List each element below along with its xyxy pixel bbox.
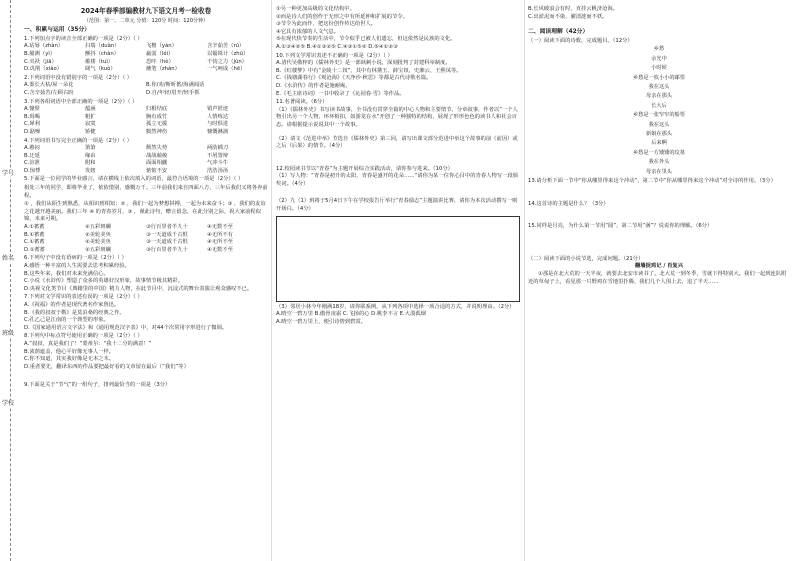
option-line: C.《钱塘湖春行》《观沧海》《天净沙·秋思》等都是古代诗歌名篇。 — [276, 75, 432, 82]
option: ④无数不至 — [207, 224, 233, 231]
column-separator — [271, 0, 272, 561]
option-line: C.你不知道，其实我好像是无本之木。 — [24, 356, 115, 363]
option: ④无数不至 — [207, 246, 233, 253]
option: ②五彩斑斓 — [85, 224, 111, 231]
section-2-heading: （二）阅读下面的小说节选，完成问题。（21分） — [528, 255, 644, 262]
poem-line: 长大后 — [651, 102, 667, 109]
option-line: A.“叔叔，真是我们了！”蒙蒂尔：“我十二分的满意！” — [24, 340, 152, 347]
option: 归根结底 — [146, 106, 168, 113]
option: 褴褛（tuì） — [85, 58, 114, 65]
option: C.①蓄蓄 — [24, 239, 45, 246]
column-2 — [276, 6, 520, 326]
option: D.聒噪 — [24, 128, 41, 135]
sentence-line: ④它具有浓郁的人文气息。 — [276, 28, 340, 35]
question-7: 7.下列对文学常识的表述有误的一项是（2分）（ ） — [24, 294, 143, 301]
option-line: C.孔乙己是江南的一个典型的形象。 — [24, 317, 109, 324]
option-line: A.清代吴敬梓的《儒林外史》是一部讽刺小说，深刻批判了封建科举制度。 — [276, 60, 451, 67]
option: ③一天道成千古恨 — [146, 239, 188, 246]
options-q1a — [24, 43, 268, 73]
option-line: D.重者要先，翻译东西的作品要把最好看的文章留在最后（“我们”等） — [24, 363, 189, 370]
option: 缘由 — [85, 152, 96, 159]
poem — [528, 45, 790, 177]
option: 含辛茹苦（rú） — [207, 43, 245, 50]
question-5: 5.下面是一位同学的毕业感言，请在横线上依次填入的词语，最符合语境的一项是（2分）（ ） — [24, 176, 244, 183]
options-q2 — [24, 82, 268, 97]
option-line: D.《水浒传》的作者是施耐庵。 — [276, 82, 351, 89]
question-12-1: （1）写人物：“青春是初升的太阳，青春是盛开的花朵……”请你为某一位你心目中的青春人物写一段颁奖词。（4分） — [276, 173, 518, 187]
question-3: 3.下列各组词语中全部正确的一项是（2分）（ ） — [24, 98, 138, 105]
option: 不屑置辩 — [207, 152, 229, 159]
option: 蕴涵 — [85, 106, 96, 113]
option: A.鉴长大枯/屋一朵花 — [24, 82, 74, 89]
gutter-label-class: 班级 — [2, 330, 15, 337]
options-q4 — [24, 145, 268, 175]
option-line: A.①③④②⑤ B.④①③②⑤ C.④③①⑤② D.⑤④①②③ — [276, 43, 398, 50]
question-10: 10.下列文学常识表述不正确的一项是（2分）（ ） — [276, 52, 393, 59]
gutter-label-student-id: 学号 — [2, 170, 15, 177]
option: 胸有成竹 — [146, 113, 168, 120]
question-13: 13.请分析下面一节中“你从哪里得来这个冲动”，第二节中“你从哪里得来这个冲动”对全诗的作用。（3分） — [528, 178, 776, 185]
option: 战战兢兢 — [146, 152, 168, 159]
option: 销声匿迹 — [207, 106, 229, 113]
option: B.阎喝 — [24, 113, 40, 120]
option: 以锱铢计（zhū） — [207, 50, 249, 57]
question-2: 2.下列词语中没有错别字的一项是（2分）（ ） — [24, 74, 133, 81]
option: 扫瑞（duàn） — [85, 43, 120, 50]
question-12-3: （3）邻居小林今年刚满18岁，请你联系例，从下列各项中选择一项合适的方式，并说明理由。（2分） — [276, 303, 515, 310]
option: 蘸笔（zhàn） — [146, 66, 180, 73]
option-line: E.《毛主席诗词》一书中收录了《沁园春·雪》等作品。 — [276, 90, 405, 97]
poem-line: 我在这头 — [648, 84, 670, 90]
option: 人情练达 — [207, 113, 229, 120]
answer-box[interactable] — [276, 216, 520, 302]
poem-line: 后来啊 — [651, 140, 667, 147]
option-line: A.感悟一种丰富的人生需要去思考积累经验。 — [24, 263, 130, 269]
question-4: 4.下列词语书写完全正确的一项是（2分）（ ） — [24, 137, 133, 144]
poem-line: 乡愁是一张窄窄的船票 — [633, 112, 685, 119]
option: 惦惦不安 — [146, 167, 168, 174]
option-line: D.《国家通用语言文字法》和《通用规范汉字表》中，对44个次常用字形进行了微调。 — [24, 324, 228, 331]
option: 颓然失势 — [146, 145, 168, 152]
option: ④无所不至 — [207, 239, 233, 246]
option-line: A.晴空一碧万里上，便引诗情到碧霄。 — [276, 318, 366, 325]
option-line: C.小说《水浒传》塑造了众多的英雄好汉形象，故事情节极其精彩。 — [24, 278, 183, 285]
option: D.①蓄蓄 — [24, 246, 46, 253]
option: C.犀利 — [24, 121, 40, 128]
poem-line: 新娘在那头 — [646, 131, 672, 138]
section-heading: 一、积累与运用（35分） — [24, 27, 91, 34]
poem-line: 乡愁是一枚小小的邮票 — [633, 74, 685, 81]
option-line: D.央视文化类节目《典籍里的中国》精力人物，在此节目中，沉浸式的舞台表演让观众感叹不已。 — [24, 285, 253, 292]
column-separator — [524, 0, 525, 561]
option: 千钧之力（jūn） — [207, 58, 247, 65]
option: 飞檐（yán） — [146, 43, 177, 50]
option: 矫健 — [85, 128, 96, 135]
option: 附和 — [85, 160, 96, 167]
option: A.憧憬 — [24, 106, 40, 113]
poem-line: 母亲在里头 — [646, 168, 672, 175]
option: 箫箫 — [85, 145, 96, 152]
sentence-line: ⑤在现代快节奏的生活中，节令似乎已被人们遗忘，但这依然是民族的文化。 — [276, 36, 456, 43]
question-14: 14.这首诗的主题是什么？（3分） — [528, 200, 609, 207]
section-heading: 二、阅读理解（42分） — [528, 29, 589, 36]
option: 粗犷 — [85, 113, 96, 120]
poem-intro: （一）阅读下面的诗歌，完成题目。（12分） — [528, 37, 633, 44]
question-11-2: （2）请文《范进中举》节选自《儒林外史》第三回，请写出课文部分范进中举这个故事的前（前因）或之后（后果）的情节。（4分） — [276, 135, 518, 150]
option: 浩浩汤汤 — [207, 167, 229, 174]
story-paragraph: ①那是在北大荒的一天半夜，就要去北安市读书了。北大荒一到冬季，雪就下得特别大。我们一起到连队附近的草甸子上，看见那一只野鸡在雪地里扑腾，我们几个人围上去，追了半天…… — [528, 271, 787, 285]
option: C.含辛茹苦/左顾右盼 — [24, 89, 74, 96]
option: C.渲泄 — [24, 160, 40, 167]
option: 黯然神伤 — [146, 128, 168, 135]
poem-line: 小时候 — [651, 65, 667, 72]
option: D.惊悸 — [24, 167, 41, 174]
question-12-2: （2）九（1）班将于5月4日下午在学校报告厅举行“青春励志”主题演讲比赛，请你为本次活动撰写一则开场白。（4分） — [276, 198, 518, 213]
poem-line: 母亲在那头 — [646, 93, 672, 100]
option: ③行百里者半九十 — [146, 246, 188, 253]
option: 阔气（kuò） — [85, 66, 116, 73]
exam-subtitle: （范围：第一、二单元 分值：120分 时间：120分钟） — [83, 17, 209, 24]
gutter-label-school: 学校 — [2, 400, 15, 407]
poem-line: 我在这头 — [648, 121, 670, 128]
option-line: B.浓荫遮盖，他心平好像无事人一样。 — [24, 348, 115, 355]
options-q3 — [24, 106, 268, 136]
question-8: 8.下列句中标点符号使用正确的一项是（2分）（ ） — [24, 333, 143, 340]
option-line: B.长风破浪会有时，直挂云帆济沧海。 — [528, 6, 619, 12]
option: C.夹袄（jiā） — [24, 58, 57, 65]
option: A.玷辱（zhàn） — [24, 43, 64, 50]
question-12: 12.校园读书节以“青春”为主题开展综合实践活动，请你参与进来。（10分） — [276, 165, 453, 172]
exam-title: 2024年春季部编教材九下语文月考一检收卷 — [80, 7, 212, 15]
option: 慷慨淋漓 — [207, 128, 229, 135]
option: D.自/年轻/眉开/轻手抓 — [146, 89, 200, 96]
option: 面面相觑 — [146, 160, 168, 167]
binding-margin — [0, 0, 20, 561]
sentence-line: ①另一种更加高级的文化结构中。 — [276, 6, 355, 12]
option: A.憨闷 — [24, 145, 40, 152]
option: 孤立无援 — [146, 121, 168, 128]
question-1: 1.下列加点字的读音全部正确的一项是（2分）（ ） — [24, 35, 143, 42]
question-5-passage: 相处三年的同学，即将毕业了，依依惜别，感慨万千。三年前我们来自四面八方，三年后我们又将各奔前程。 — [24, 185, 268, 199]
sentence-line: ②而是诗人们的创作于无形之中有所延伸和扩展的节令。 — [276, 13, 408, 20]
option: 两肋插刀 — [207, 145, 229, 152]
column-1 — [24, 6, 268, 390]
option: 羸弱（léi） — [146, 50, 174, 57]
option: B.迂延 — [24, 152, 40, 159]
option: 一气呵成（hē） — [207, 66, 246, 73]
option: D.讥削（xiào） — [24, 66, 63, 73]
question-9: 9.下面是关于“节气”的一组句子，排列最恰当的一项是（3分） — [24, 382, 171, 389]
poem-author: 余光中 — [651, 55, 667, 62]
option: ②五彩斑斓 — [85, 246, 111, 253]
sentence-line: ③节令为此而作，把这份创作传达给世人。 — [276, 21, 377, 28]
option: A.①蓄蓄 — [24, 224, 45, 231]
question-15: 15.同样是月亮，为什么第一节用“圆”，第二节用“满”？说说你的理解。（6分） — [528, 223, 713, 230]
option: 恐吓（hè） — [146, 58, 174, 65]
option: B.你/劝/斯昕蓄/海满闻话 — [146, 82, 205, 89]
option: 与时俱进 — [207, 121, 229, 128]
poem-title: 乡愁 — [653, 46, 665, 53]
option: ③一天道成千古恨 — [146, 231, 188, 238]
binding-line — [10, 0, 11, 561]
column-3 — [528, 6, 790, 286]
option: 发轫 — [85, 167, 96, 174]
option-line: A.晴空一碧万里 B.傲骨凌霜 C.飞扬的心 D.桃李不言 E.大漠孤烟 — [276, 311, 426, 318]
option-line: B.《我的叔叔于勒》是莫泊桑的经典之作。 — [24, 309, 125, 316]
option: ②美轮美奂 — [85, 231, 111, 238]
option-line: B.《红楼梦》中有“金陵十二钗”，其中有林黛玉、薛宝钗、史湘云、王熙凤等。 — [276, 67, 462, 74]
story-title: 翻墙捉鸡记 / 肖复兴 — [635, 263, 683, 270]
gutter-label-name: 姓名 — [2, 255, 15, 262]
option: ②美轮美奂 — [85, 239, 111, 246]
question-5-passage-cont: ① ，我们从陌生到熟悉，从相识到相知；② ，我们一起为梦想拼搏，一起为未来奋斗；③ ，我们的友谊之花越开越美丽。我们三年 ④ 的青春岁月，③ ，谨此诗句，赠言留念，在此分别之际，祝大家前程似锦，未来可期。 — [24, 201, 266, 223]
option: 气冲斗牛 — [207, 160, 229, 167]
option: B.臆测（yì） — [24, 50, 56, 57]
option: B.①蓄蓄 — [24, 231, 45, 238]
question-11: 11.名著阅读。（6分） — [276, 99, 328, 106]
question-6: 6.下列句子中没有语病的一项是（2分）（ ） — [24, 255, 127, 262]
option-line: A.《祝福》的作者是现代著名作家鲁迅。 — [24, 301, 120, 308]
question-11-1: （1）《儒林外史》书写读书故事，全书没有贯穿全篇的中心人物和主要情节，分章叙事，作者以“一个人物引出另一个人物，环环相扣，如游龙在水”开创了一种独特的结构，展现了形形色色的读书人和社会百态。请根据提示说说其中一个故事。 — [276, 106, 518, 128]
poem-line: 我在外头 — [648, 159, 670, 166]
poem-line: 乡愁是一方矮矮的坟墓 — [633, 149, 685, 156]
option-line: C.出淤泥而不染，濯清涟而不妖。 — [528, 13, 608, 20]
option: 颤抖（chàn） — [85, 50, 120, 57]
option: ③行百里者半九十 — [146, 224, 188, 231]
option: ④无所不有 — [207, 231, 233, 238]
option: 寂寞 — [85, 121, 96, 128]
options-q5 — [24, 224, 268, 254]
option-line: B.这些年来，我们对未来充满信心。 — [24, 270, 109, 277]
